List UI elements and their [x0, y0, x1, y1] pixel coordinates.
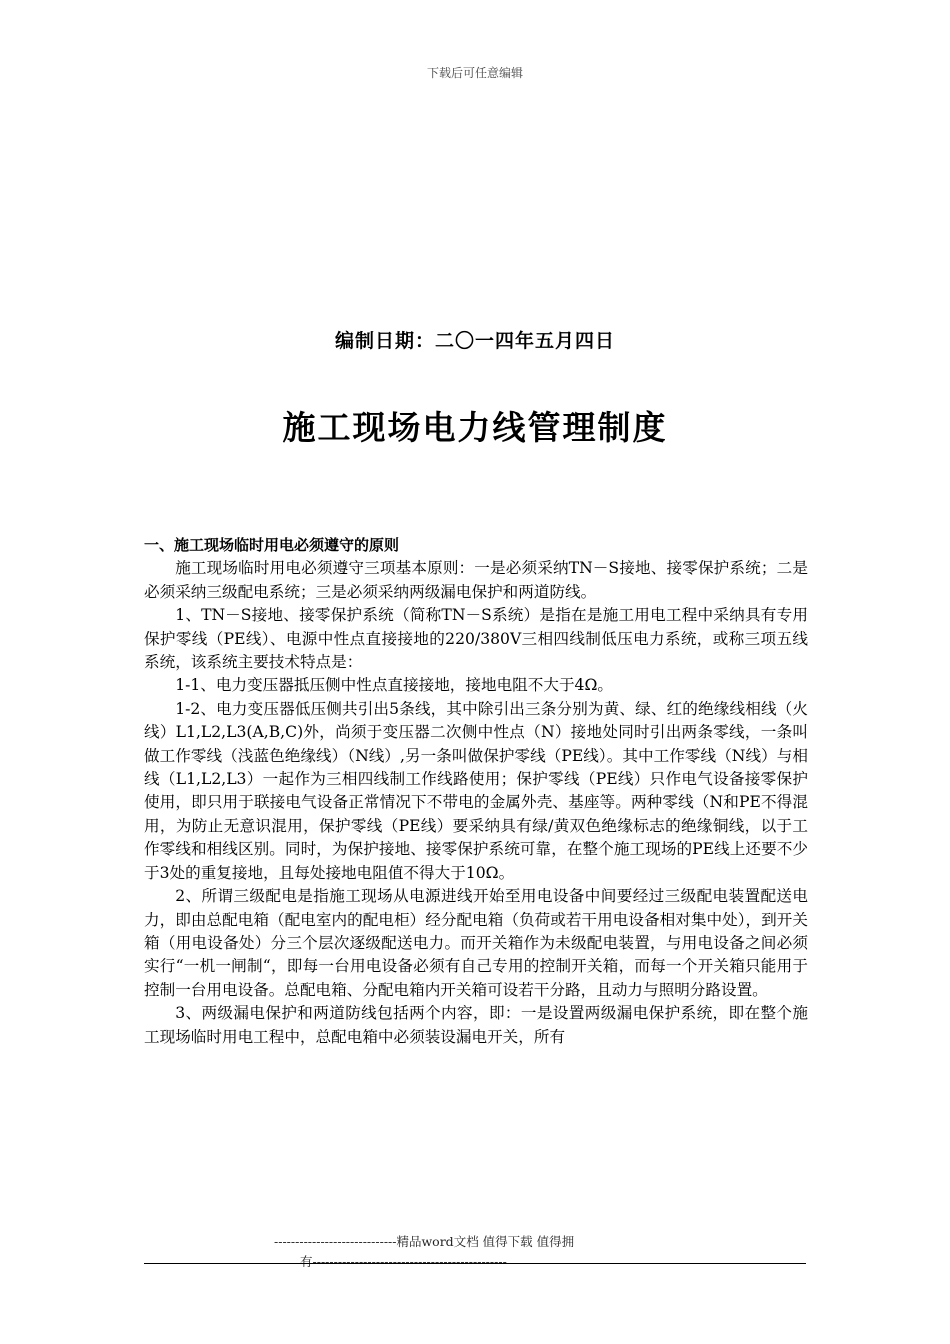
paragraph-1-2: 1-2、电力变压器低压侧共引出5条线，其中除引出三条分别为黄、绿、红的绝缘线相线（火线）L1,L2,L3(A,B,C)外，尚须于变压器二次侧中性点（N）接地处同时引出两条零线，一条叫做工作零线（浅蓝色绝缘线）（N线）,另一条叫做保护零线（PE线）。其中工作零线（N线）与相线（L1,L2,L3）一起作为三相四线制工作线路使用；保护零线（PE线）只作电气设备接零保护使用，即只用于联接电气设备正常情况下不带电的金属外壳、基座等。两种零线（N和PE不得混用，为防止无意识混用，保护零线（PE线）要采纳具有绿/黄双色绝缘标志的绝缘铜线，以于工作零线和相线区别。同时，为保护接地、接零保护系统可靠，在整个施工现场的PE线上还要不少于3处的重复接地，且每处接地电阻值不得大于10Ω。: [144, 699, 808, 882]
paragraph-three-level: 2、所谓三级配电是指施工现场从电源进线开始至用电设备中间要经过三级配电装置配送电力，即由总配电箱（配电室内的配电柜）经分配电箱（负荷或若干用电设备相对集中处），到开关箱（用电设备处）分三个层次逐级配送电力。而开关箱作为未级配电装置，与用电设备之间必须实行“一机一闸制“，即每一台用电设备必须有自己专用的控制开关箱，而每一个开关箱只能用于控制一台用电设备。总配电箱、分配电箱内开关箱可设若干分路，且动力与照明分路设置。: [144, 887, 808, 999]
paragraph-leakage-protection: 3、两级漏电保护和两道防线包括两个内容，即：一是设置两级漏电保护系统，即在整个施工现场临时用电工程中，总配电箱中必须装设漏电开关，所有: [144, 1004, 808, 1046]
document-title: 施工现场电力线管理制度: [282, 408, 668, 447]
paragraph-1-1: 1-1、电力变压器抵压侧中性点直接接地，接地电阻不大于4Ω。: [175, 676, 613, 695]
document-body: [144, 534, 808, 1049]
page-footer: [144, 1232, 806, 1270]
section-heading: 一、施工现场临时用电必须遵守的原则: [144, 536, 400, 554]
paragraph-tns-system: 1、TN－S接地、接零保护系统（简称TN－S系统）是指在是施工用电工程中采纳具有专用保护零线（PE线）、电源中性点直接接地的220/380V三相四线制低压电力系统，或称三项五线系统，该系统主要技术特点是：: [144, 606, 808, 672]
footer-line-1: -----------------------------精品word文档 值得下载 值得拥: [274, 1234, 575, 1249]
compile-date: 编制日期：二〇一四年五月四日: [334, 330, 615, 352]
footer-line-2: 有----------------------------------------------: [300, 1254, 507, 1269]
header-note: 下载后可任意编辑: [426, 66, 523, 80]
footer-divider: [144, 1263, 806, 1264]
paragraph-principles: 施工现场临时用电必须遵守三项基本原则：一是必须采纳TN－S接地、接零保护系统；二是必须采纳三级配电系统；三是必须采纳两级漏电保护和两道防线。: [144, 559, 808, 601]
